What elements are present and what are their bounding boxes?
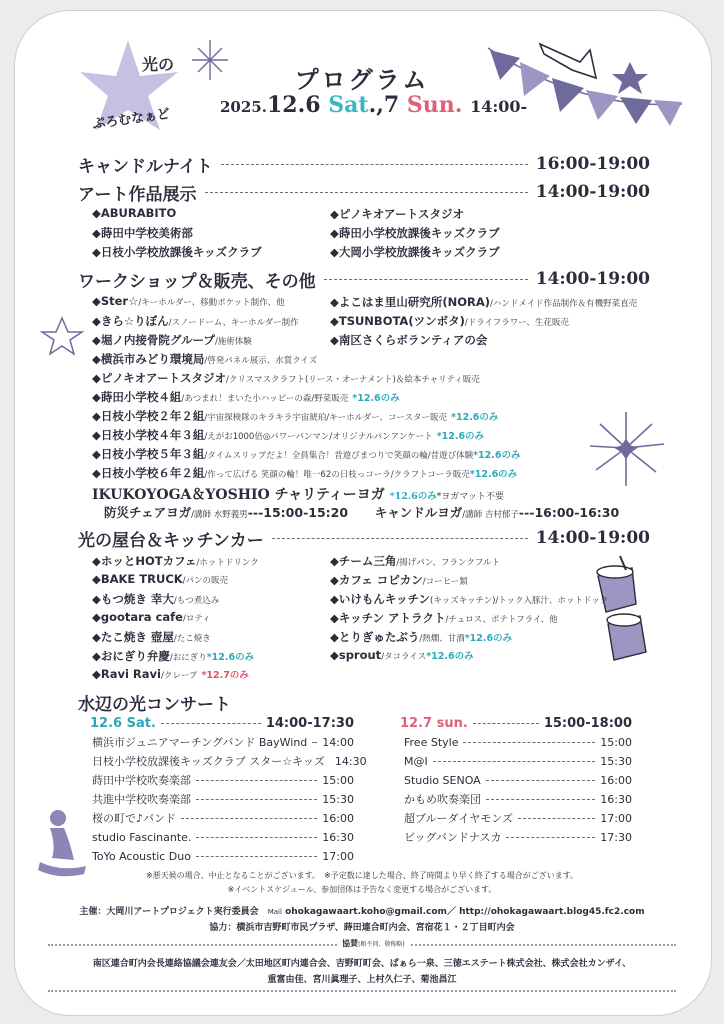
list-item: ◆ピノキオアートスタジオ — [330, 207, 464, 221]
date-year: 2025. — [220, 98, 267, 116]
table-row: studio Fascinante. 16:30 — [92, 830, 354, 844]
list-item: ◆ホッとHOTカフェ/ホットドリンク — [92, 554, 259, 568]
yoga-sessions: 防災チェアヨガ/講師 水野義男---15:00-15:20 キャンドルヨガ/講師 吉村郁子---16:00-16:30 — [104, 505, 620, 520]
section-title: ワークショップ＆販売、その他 — [78, 271, 316, 292]
list-item: ◆堀ノ内接骨院グループ/施術体験 — [92, 333, 252, 347]
list-item: ◆TSUNBOTA(ツンボタ)/ドライフラワー、生花販売 — [330, 314, 569, 328]
logo-top-text: 光の — [142, 55, 175, 74]
date-start: 14:00- — [470, 97, 528, 116]
concert-day1-header: 12.6 Sat. 14:00-17:30 — [90, 715, 354, 731]
table-row: かもめ吹奏楽団 16:30 — [404, 792, 632, 806]
organizer-line: 主催：大岡川アートプロジェクト実行委員会 Mail ohokagawaart.koho@gmail.com／ http://ohokagawaart.blog45.fc2.com — [79, 907, 645, 917]
date-day1: 12.6 — [266, 92, 321, 118]
table-row: ToYo Acoustic Duo 17:00 — [92, 849, 354, 863]
table-row: 桜の町で♪バンド 16:00 — [92, 811, 354, 825]
table-row: ビッグバンドナスカ 17:30 — [404, 830, 632, 844]
list-item: ◆日枝小学校２年２組/宇宙探検隊のキラキラ宇宙琥珀/キーホルダー、コースター販売 *12.6のみ — [92, 409, 499, 423]
concert-day2-header: 12.7 sun. 15:00-18:00 — [400, 715, 632, 731]
table-row: Studio SENOA 16:00 — [404, 773, 632, 787]
list-item: ◆蒔田中学校美術部 — [92, 226, 193, 240]
list-item: ◆大岡小学校放課後キッズクラブ — [330, 245, 500, 259]
yoga-person-icon — [38, 810, 86, 876]
section-title: アート作品展示 — [78, 184, 197, 205]
notice-line: ※悪天候の場合、中止となることがございます。 ※予定数に達した場合、終了時間より早く終了する場合がございます。 — [145, 871, 579, 880]
list-item: ◆蒔田小学校４組/あつまれ！まいた小ハッピーの森/野菜販売 *12.6のみ — [92, 390, 400, 404]
list-item: ◆もつ焼き 幸大/もつ煮込み — [92, 592, 220, 606]
list-item: ◆よこはま里山研究所(NORA)/ハンドメイド作品制作＆有機野菜直売 — [330, 295, 638, 309]
section-title: 光の屋台＆キッチンカー — [78, 530, 264, 551]
table-row: M@I 15:30 — [404, 754, 632, 768]
section-time: 14:00-19:00 — [535, 528, 650, 548]
dash-leader — [324, 279, 528, 280]
section-food — [78, 526, 650, 550]
list-item: ◆Ster☆/キーホルダー、移動ポケット制作、他 — [92, 294, 285, 308]
list-item: ◆キッチン アトラクト/チュロス、ポテトフライ、他 — [330, 611, 558, 625]
list-item: ◆日枝小学校放課後キッズクラブ — [92, 245, 262, 259]
cooperation-line: 協力：横浜市吉野町市民プラザ、蒔田連合町内会、宮宿花１・２丁目町内会 — [209, 923, 515, 933]
section-candle — [78, 152, 650, 176]
section-workshop — [78, 267, 650, 291]
section-time: 14:00-19:00 — [535, 182, 650, 202]
dash-leader — [272, 538, 528, 539]
section-time: 14:00-19:00 — [535, 269, 650, 289]
list-item: ◆たこ焼き 壺屋/たこ焼き — [92, 630, 211, 644]
date-sun: Sun. — [406, 92, 463, 118]
logo-bottom-text: ぷろむなぁど — [91, 106, 171, 133]
outline-star-icon — [42, 318, 82, 354]
list-item: ◆蒔田小学校放課後キッズクラブ — [330, 226, 500, 240]
table-row: 横浜市ジュニアマーチングバンド BayWind 14:00 — [92, 735, 354, 749]
list-item: ◆日枝小学校４年３組/えがお1000倍◎パワーパンマン/オリジナルパンアンケート *12.6のみ — [92, 428, 485, 442]
list-item: ◆BAKE TRUCK/パンの販売 — [92, 572, 229, 586]
list-item: ◆いけもんキッチン(キッズキッチン)/トック入豚汁、ホットドック — [330, 592, 609, 606]
date-mid: .,7 — [368, 92, 400, 118]
section-art — [78, 180, 650, 204]
list-item: ◆とりぎゅたぶう/熱燗、甘酒*12.6のみ — [330, 630, 513, 644]
date-sat: Sat — [328, 92, 369, 118]
list-item: ◆Ravi Ravi/クレープ *12.7のみ — [92, 667, 249, 681]
divider — [48, 990, 676, 992]
list-item: ◆おにぎり弁慶/おにぎり*12.6のみ — [92, 649, 255, 663]
yoga-title: IKUKOYOGA＆YOSHIO チャリティーヨガ *12.6のみ*ヨガマット不要 — [92, 487, 504, 503]
page-title: プログラム — [294, 65, 430, 94]
sponsor-line: 南区連合町内会長連絡協議会連友会／太田地区町内連合会、吉野町町会、ぱぁら一泉、三徳エステート株式会社、株式会社カンザイ、 — [92, 959, 632, 969]
sponsor-title: 協賛(順不同、敬称略) — [338, 938, 409, 949]
list-item: ◆横浜市みどり環境局/啓発パネル展示、水質クイズ — [92, 352, 318, 366]
table-row: 蒔田中学校吹奏楽部 15:00 — [92, 773, 354, 787]
list-item: ◆sprout/タコライス*12.6のみ — [330, 648, 474, 662]
dash-leader — [205, 192, 528, 193]
list-item: ◆きら☆りぼん/スノードーム、キーホルダー制作 — [92, 314, 299, 328]
list-item: ◆ABURABITO — [92, 206, 177, 220]
list-item: ◆gootara cafe/ロティ — [92, 610, 211, 624]
notice-line: ※イベントスケジュール、参加団体は予告なく変更する場合がございます。 — [227, 885, 497, 894]
table-row: Free Style 15:00 — [404, 735, 632, 749]
table-row: 超ブルーダイヤモンズ 17:00 — [404, 811, 632, 825]
sponsor-line: 重富由佳、宮川眞理子、上村久仁子、菊池昌江 — [267, 975, 457, 985]
section-title: キャンドルナイト — [78, 156, 213, 177]
list-item: ◆日枝小学校６年２組/作って広げる 笑顔の輪！唯一62の日枝っコーラ/クラフトコーラ販売*12.6のみ — [92, 466, 518, 480]
dash-leader — [221, 164, 528, 165]
concert-title: 水辺の光コンサート — [78, 695, 231, 715]
section-time: 16:00-19:00 — [535, 154, 650, 174]
firework-icon — [590, 412, 664, 486]
drink-cups-icon — [597, 556, 646, 660]
list-item: ◆日枝小学校５年３組/タイムスリップだよ！全員集合！昔遊びまつりで笑顔の輪/昔遊び体験*12.6のみ — [92, 447, 521, 461]
list-item: ◆南区さくらボランティアの会 — [330, 333, 488, 347]
list-item: ◆チーム三角/揚げパン、フランクフルト — [330, 554, 501, 568]
list-item: ◆カフェ コピカン/コーヒー類 — [330, 573, 468, 587]
table-row: 日枝小学校放課後キッズクラブ スター☆キッズ 14:30 — [92, 754, 367, 768]
table-row: 共進中学校吹奏楽部 15:30 — [92, 792, 354, 806]
list-item: ◆ピノキオアートスタジオ/クリスマスクラフト(リース・オーナメント)＆絵本チャリティ販売 — [92, 371, 480, 385]
event-date — [220, 92, 527, 118]
